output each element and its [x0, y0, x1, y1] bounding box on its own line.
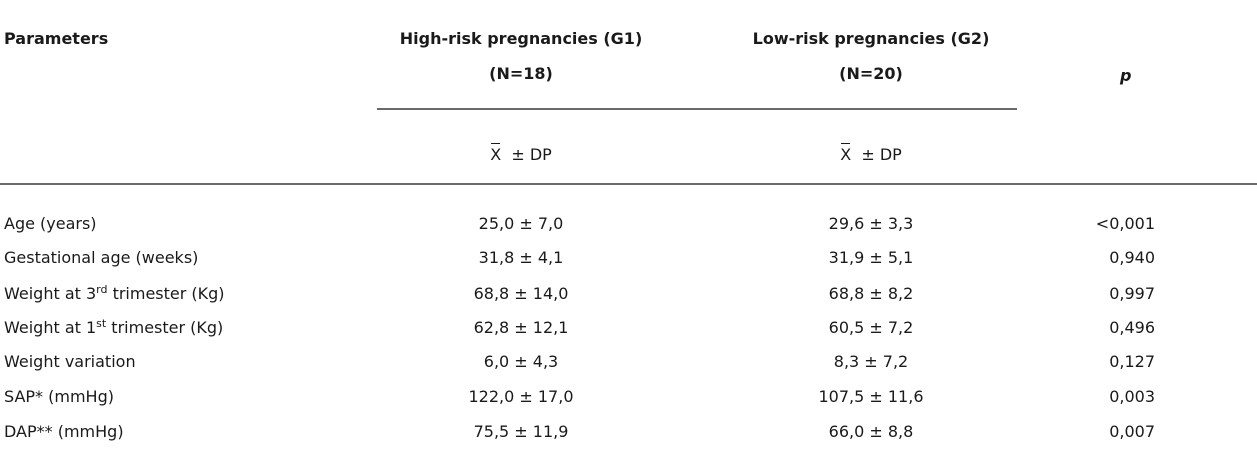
g2-cell: 31,9 ± 5,1 [828, 248, 914, 267]
header-g2-n: (N=20) [839, 64, 903, 83]
g1-cell: 122,0 ± 17,0 [468, 387, 574, 406]
group-underline [377, 108, 1017, 110]
g1-cell: 25,0 ± 7,0 [478, 214, 564, 233]
table-row [0, 311, 1257, 345]
table-row [0, 345, 1257, 379]
stat-suffix: ± DP [511, 145, 552, 164]
g1-cell: 62,8 ± 12,1 [473, 318, 569, 337]
param-cell: Weight at 1st trimester (Kg) [4, 317, 224, 337]
header-g2-title: Low-risk pregnancies (G2) [752, 29, 990, 48]
table-row [0, 277, 1257, 311]
param-cell: Weight at 3rd trimester (Kg) [4, 283, 225, 303]
table-row [0, 207, 1257, 241]
table-row [0, 241, 1257, 275]
g1-cell: 31,8 ± 4,1 [478, 248, 564, 267]
stat-suffix: ± DP [861, 145, 902, 164]
param-cell: SAP* (mmHg) [4, 387, 114, 406]
table-row [0, 415, 1257, 449]
g2-cell: 60,5 ± 7,2 [828, 318, 914, 337]
g1-cell: 6,0 ± 4,3 [483, 352, 559, 371]
header-p: p [1120, 66, 1132, 85]
p-cell: <0,001 [1095, 214, 1155, 233]
header-g1-title: High-risk pregnancies (G1) [399, 29, 643, 48]
header-g2-stat [727, 145, 1015, 165]
p-cell: 0,003 [1109, 387, 1155, 406]
p-cell: 0,007 [1109, 422, 1155, 441]
g2-cell: 68,8 ± 8,2 [828, 284, 914, 303]
param-cell: Age (years) [4, 214, 97, 233]
p-cell: 0,997 [1109, 284, 1155, 303]
g1-cell: 68,8 ± 14,0 [473, 284, 569, 303]
g2-cell: 66,0 ± 8,8 [828, 422, 914, 441]
p-cell: 0,940 [1109, 248, 1155, 267]
param-cell: Weight variation [4, 352, 136, 371]
p-cell: 0,127 [1109, 352, 1155, 371]
x-bar-symbol: X [490, 145, 502, 164]
header-parameters: Parameters [4, 29, 109, 48]
header-g1-n: (N=18) [489, 64, 553, 83]
x-bar-symbol: X [840, 145, 852, 164]
param-cell: DAP** (mmHg) [4, 422, 124, 441]
g2-cell: 107,5 ± 11,6 [818, 387, 924, 406]
table-row [0, 380, 1257, 414]
g2-cell: 29,6 ± 3,3 [828, 214, 914, 233]
g1-cell: 75,5 ± 11,9 [473, 422, 569, 441]
header-g1-stat [377, 145, 665, 165]
p-cell: 0,496 [1109, 318, 1155, 337]
param-cell: Gestational age (weeks) [4, 248, 199, 267]
header-bottom-rule [0, 183, 1257, 185]
g2-cell: 8,3 ± 7,2 [833, 352, 909, 371]
